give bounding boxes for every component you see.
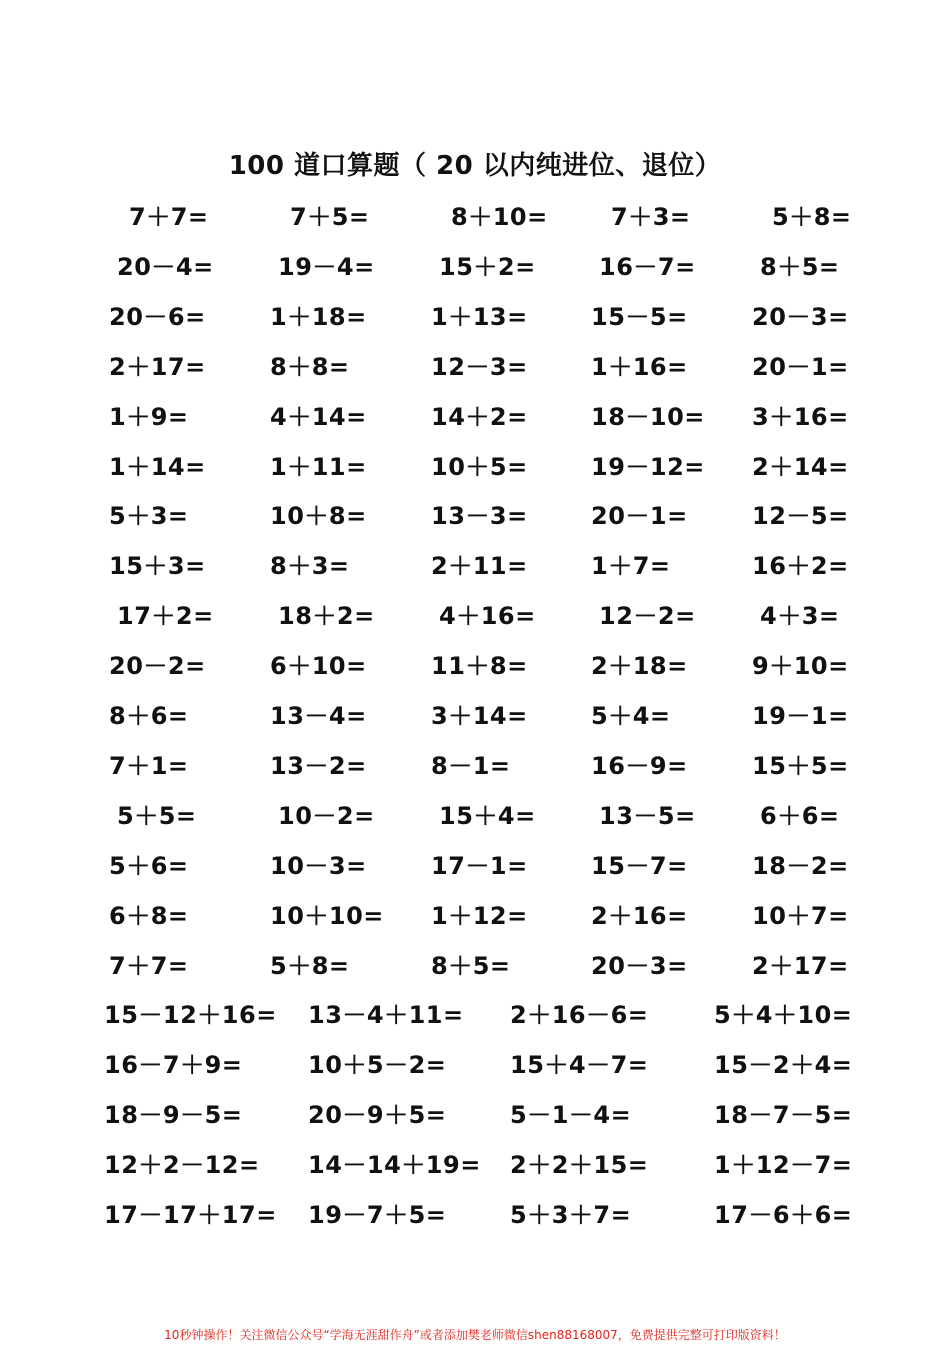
problem-cell: 18＋2= (278, 602, 375, 631)
problem-cell: 19－7＋5= (308, 1201, 447, 1229)
problem-row (0, 1095, 950, 1135)
problem-cell: 9＋10= (752, 652, 849, 681)
problem-cell: 5＋6= (109, 851, 189, 880)
problem-cell: 20－2= (109, 652, 206, 681)
problem-cell: 7＋3= (611, 203, 691, 231)
problem-cell: 6＋6= (760, 801, 840, 830)
problem-row (0, 796, 950, 836)
problem-cell: 15－5= (591, 302, 688, 331)
problem-cell: 8－1= (431, 751, 511, 780)
problem-cell: 10－2= (278, 801, 375, 830)
problem-cell: 10－3= (270, 851, 367, 880)
problem-cell: 1＋9= (109, 402, 189, 431)
problem-cell: 7＋5= (290, 203, 370, 231)
problem-cell: 2＋14= (752, 452, 849, 481)
problem-cell: 2＋2＋15= (510, 1151, 649, 1179)
problem-row (0, 846, 950, 886)
problem-row (0, 347, 950, 387)
problem-cell: 4＋14= (270, 402, 367, 431)
problem-cell: 15＋2= (439, 252, 536, 281)
problem-row (0, 596, 950, 636)
footer-note: 10秒钟操作！关注微信公众号“学海无涯甜作舟”或者添加樊老师微信shen88168007，免费提供完整可打印版资料！ (164, 1328, 786, 1342)
problem-cell: 8＋5= (760, 252, 840, 281)
problem-cell: 12－3= (431, 352, 528, 381)
problem-row (0, 896, 950, 936)
problem-cell: 2＋18= (591, 652, 688, 681)
problem-cell: 7＋7= (109, 951, 189, 980)
problem-cell: 20－1= (591, 502, 688, 531)
problem-cell: 16－7＋9= (104, 1051, 243, 1079)
problem-cell: 8＋5= (431, 951, 511, 980)
problem-cell: 15－12＋16= (104, 1001, 277, 1029)
problem-cell: 20－6= (109, 302, 206, 331)
problem-cell: 1＋14= (109, 452, 206, 481)
problem-cell: 15＋4= (439, 801, 536, 830)
problem-row (0, 995, 950, 1035)
problem-cell: 13－5= (599, 801, 696, 830)
problem-cell: 8＋10= (451, 203, 548, 231)
problem-row (0, 397, 950, 437)
problem-cell: 2＋17= (752, 951, 849, 980)
problem-cell: 5＋3＋7= (510, 1201, 632, 1229)
problem-cell: 13－4＋11= (308, 1001, 464, 1029)
problem-row (0, 696, 950, 736)
problem-cell: 15－2＋4= (714, 1051, 853, 1079)
problem-row (0, 1045, 950, 1085)
problem-cell: 20－9＋5= (308, 1101, 447, 1129)
problem-cell: 7＋1= (109, 751, 189, 780)
problem-cell: 1＋12= (431, 901, 528, 930)
problem-row (0, 1195, 950, 1235)
problem-cell: 5＋8= (270, 951, 350, 980)
problem-cell: 2＋16= (591, 901, 688, 930)
problem-row (0, 197, 950, 237)
problem-cell: 19－12= (591, 452, 705, 481)
problem-cell: 10＋7= (752, 901, 849, 930)
problem-cell: 3＋14= (431, 702, 528, 730)
problem-cell: 16－9= (591, 751, 688, 780)
problem-cell: 5＋5= (117, 801, 197, 830)
problem-cell: 1＋13= (431, 302, 528, 331)
problem-cell: 6＋10= (270, 652, 367, 681)
problem-cell: 5＋4＋10= (714, 1001, 853, 1029)
problem-cell: 15－7= (591, 851, 688, 880)
problem-cell: 18－10= (591, 402, 705, 431)
problem-cell: 7＋7= (129, 203, 209, 231)
problem-row (0, 746, 950, 786)
problem-cell: 5＋4= (591, 702, 671, 730)
problem-cell: 12－5= (752, 502, 849, 531)
problem-cell: 4＋3= (760, 602, 840, 631)
problem-row (0, 546, 950, 586)
problem-cell: 10＋5－2= (308, 1051, 447, 1079)
problem-cell: 17－1= (431, 851, 528, 880)
problem-cell: 13－4= (270, 702, 367, 730)
problem-cell: 1＋11= (270, 452, 367, 481)
problem-cell: 17－17＋17= (104, 1201, 277, 1229)
problem-cell: 15＋4－7= (510, 1051, 649, 1079)
problem-cell: 13－2= (270, 751, 367, 780)
problem-cell: 1＋12－7= (714, 1151, 853, 1179)
problem-row (0, 496, 950, 536)
problem-row (0, 1145, 950, 1185)
problem-cell: 5－1－4= (510, 1101, 632, 1129)
problem-cell: 12－2= (599, 602, 696, 631)
problem-cell: 10＋5= (431, 452, 528, 481)
problem-cell: 6＋8= (109, 901, 189, 930)
problem-cell: 1＋18= (270, 302, 367, 331)
problem-cell: 12＋2－12= (104, 1151, 260, 1179)
problem-cell: 18－7－5= (714, 1101, 853, 1129)
problem-cell: 5＋3= (109, 502, 189, 531)
problem-row (0, 447, 950, 487)
problem-cell: 8＋8= (270, 352, 350, 381)
problem-cell: 4＋16= (439, 602, 536, 631)
problem-cell: 14－14＋19= (308, 1151, 481, 1179)
problem-cell: 18－2= (752, 851, 849, 880)
problem-row (0, 297, 950, 337)
problem-row (0, 247, 950, 287)
problem-cell: 18－9－5= (104, 1101, 243, 1129)
problem-cell: 19－1= (752, 702, 849, 730)
problem-cell: 1＋16= (591, 352, 688, 381)
problem-cell: 10＋8= (270, 502, 367, 531)
problem-cell: 17－6＋6= (714, 1201, 853, 1229)
problem-cell: 16＋2= (752, 552, 849, 581)
problem-cell: 20－4= (117, 252, 214, 281)
problem-cell: 3＋16= (752, 402, 849, 431)
problem-cell: 17＋2= (117, 602, 214, 631)
problem-cell: 19－4= (278, 252, 375, 281)
problem-row (0, 646, 950, 686)
page-title: 100 道口算题（ 20 以内纯进位、退位） (228, 151, 722, 181)
problem-cell: 8＋3= (270, 552, 350, 581)
problem-cell: 20－3= (591, 951, 688, 980)
problem-cell: 2＋16－6= (510, 1001, 649, 1029)
problem-cell: 16－7= (599, 252, 696, 281)
problem-cell: 10＋10= (270, 901, 384, 930)
problem-cell: 8＋6= (109, 702, 189, 730)
problem-cell: 2＋11= (431, 552, 528, 581)
problem-cell: 2＋17= (109, 352, 206, 381)
problem-cell: 14＋2= (431, 402, 528, 431)
problem-cell: 11＋8= (431, 652, 528, 681)
problem-cell: 15＋5= (752, 751, 849, 780)
problem-cell: 20－1= (752, 352, 849, 381)
problem-row (0, 946, 950, 986)
problem-cell: 20－3= (752, 302, 849, 331)
problem-cell: 5＋8= (772, 203, 852, 231)
problem-cell: 1＋7= (591, 552, 671, 581)
problem-cell: 13－3= (431, 502, 528, 531)
problem-cell: 15＋3= (109, 552, 206, 581)
